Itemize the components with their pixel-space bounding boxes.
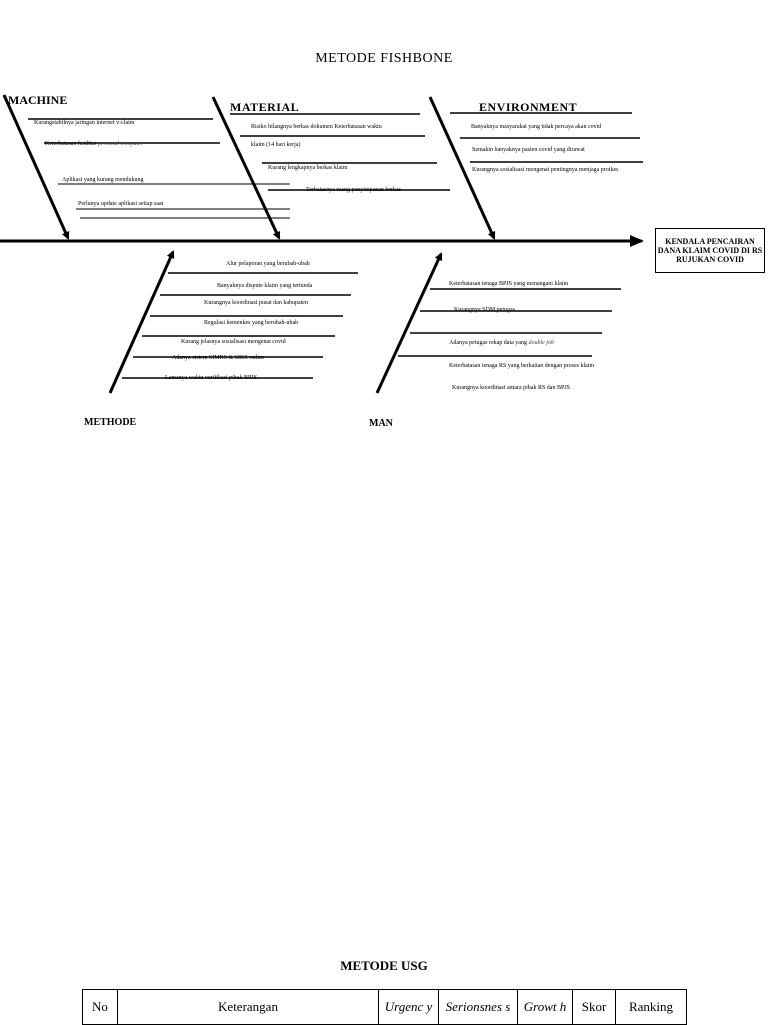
cause-man-2: Kurangnya SDM petugas	[454, 307, 515, 313]
cause-material-2: klaim (14 hari kerja)	[251, 142, 301, 148]
usg-header-ranking: Ranking	[616, 990, 687, 1025]
cause-machine-4: Perlunya update aplikasi setiap saat	[78, 201, 164, 207]
category-methode: METHODE	[84, 417, 137, 428]
usg-header-no: No	[83, 990, 118, 1025]
cause-methode-5: Kurang jelasnya sosialisasi mengenai covid	[181, 339, 286, 345]
cause-methode-3: Kurangnya koordinasi pusat dan kabupaten	[204, 300, 308, 306]
usg-header-keterangan: Keterangan	[118, 990, 379, 1025]
page-title: METODE FISHBONE	[315, 51, 453, 66]
cause-methode-4: Regulasi kemenkes yang berubah-ubah	[204, 320, 299, 326]
cause-man-1: Keterbatasan tenaga BPJS yang menangani klaim	[449, 281, 569, 287]
usg-header-growth: Growt h	[518, 990, 573, 1025]
category-material: MATERIAL	[230, 100, 300, 114]
usg-table	[82, 989, 687, 1025]
bone-methode	[110, 252, 173, 393]
bone-man	[377, 254, 441, 393]
cause-man-3: Adanya petugas rekap data yang double job	[449, 340, 554, 346]
cause-material-3: Kurang lengkapnya berkas klaim	[268, 165, 348, 171]
usg-header-skor: Skor	[573, 990, 616, 1025]
category-machine: MACHINE	[8, 93, 68, 107]
usg-header-urgency: Urgenc y	[379, 990, 439, 1025]
category-environment: ENVIRONMENT	[479, 100, 578, 114]
cause-machine-2: Keterbatasan fasilitas personal computer	[45, 141, 144, 147]
cause-machine-1: Kurangstabilnya jaringan internet v-claim	[34, 120, 135, 126]
usg-title: METODE USG	[340, 958, 428, 973]
cause-environment-2: Semakin banyaknya pasien covid yang dirawat	[472, 147, 585, 153]
category-man: MAN	[369, 418, 393, 429]
cause-methode-2: Banyaknya dispute klaim yang tertunda	[217, 283, 313, 289]
bone-machine	[4, 95, 68, 238]
cause-man-5: Kurangnya koordinasi antara pihak RS dan BPJS	[452, 385, 570, 391]
cause-material-1: Risiko hilangnya berkas dokumen Keterbatasan waktu	[251, 124, 382, 130]
usg-header-row	[83, 990, 687, 1025]
cause-material-4: Terbatasnya ruang penyimpanan berkas	[306, 187, 402, 193]
cause-methode-1: Alur pelaporan yang berubah-ubah	[226, 261, 310, 267]
cause-environment-3: Kurangnya sosialisasi mengenai pentingnya menjaga protkes	[472, 167, 619, 173]
usg-header-seriousness: Serionsnes s	[439, 990, 518, 1025]
cause-man-4: Keterbatasan tenaga RS yang berkaitan dengan proses klaim	[449, 363, 595, 369]
cause-environment-1: Banyaknya masyarakat yang tidak percaya akan covid	[471, 124, 602, 130]
cause-methode-7: Lamanya waktu verifikasi pihak BPJS	[165, 375, 257, 381]
cause-machine-3: Aplikasi yang kurang mendukung	[62, 177, 144, 183]
effect-box: KENDALA PENCAIRAN DANA KLAIM COVID DI RS RUJUKAN COVID	[655, 228, 765, 273]
cause-methode-6: Adanya sistem SIMRS & SIKS-online	[172, 355, 265, 361]
